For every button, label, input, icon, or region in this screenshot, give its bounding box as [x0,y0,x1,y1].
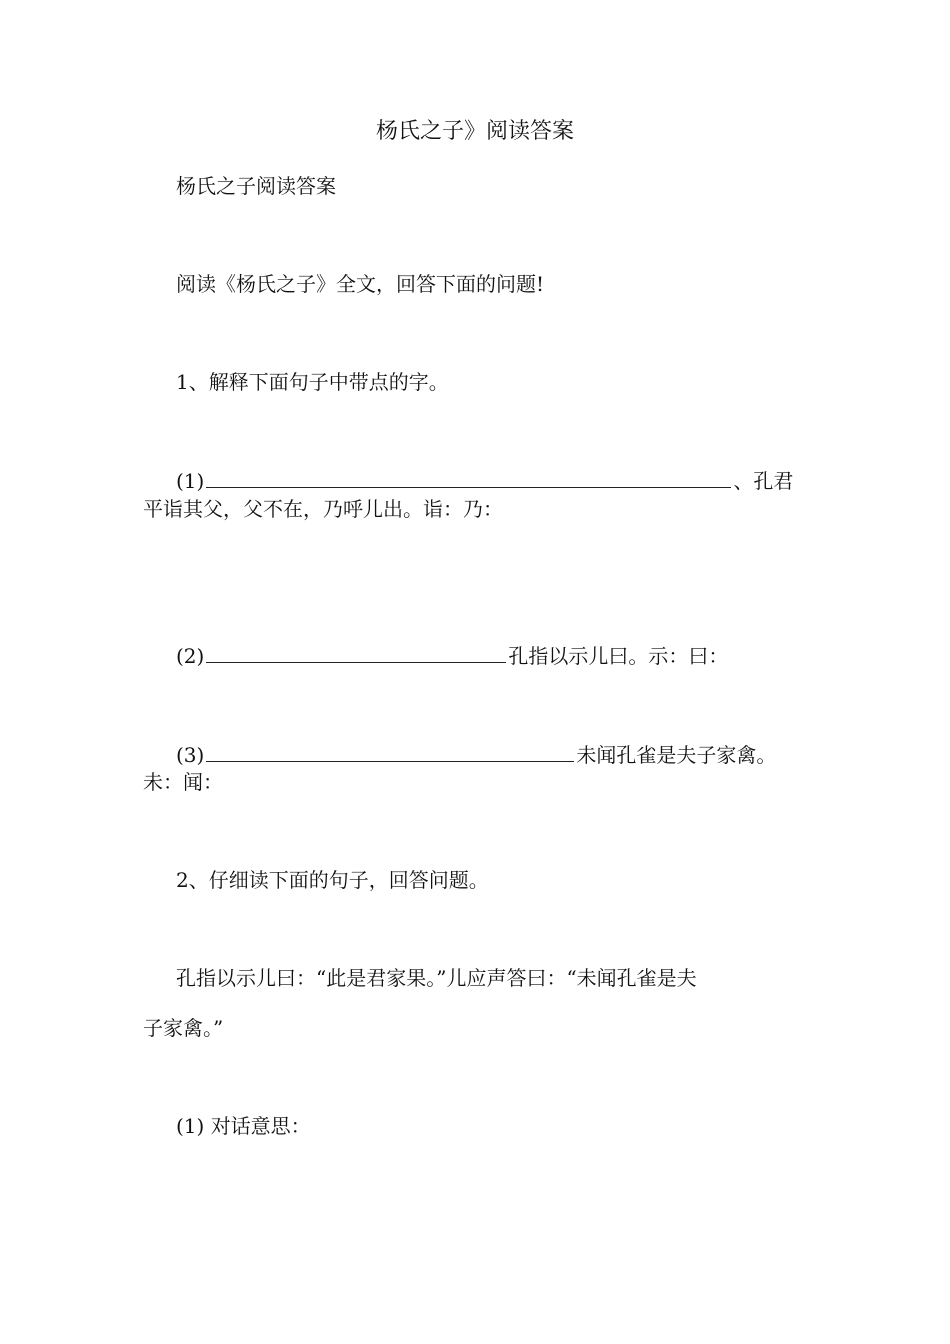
question-1-heading: 1、解释下面句子中带点的字。 [176,370,449,394]
item-number: (2) [176,644,205,668]
question-1-item-1 [143,467,841,495]
item-text: 孔指以示儿曰。示：曰： [508,644,729,668]
item-text: 未闻孔雀是夫子家禽。 [576,743,777,767]
question-1-item-3 [143,741,841,769]
item-number: (1) [176,469,205,493]
answer-blank [206,741,574,762]
item-number: (3) [176,743,205,767]
question-1-item-2 [143,642,841,670]
document-subtitle: 杨氏之子阅读答案 [176,174,336,198]
intro-instruction: 阅读《杨氏之子》全文，回答下面的问题! [176,272,545,296]
answer-blank [206,467,731,488]
question-2-sub-1: (1) 对话意思： [176,1114,311,1138]
question-1-item-1-continuation: 平诣其父，父不在，乃呼儿出。诣：乃： [143,497,503,521]
question-1-item-3-continuation: 未：闻： [143,770,223,794]
item-text: 、孔君 [733,469,794,493]
document-title: 杨氏之子》阅读答案 [375,119,574,144]
question-2-heading: 2、仔细读下面的句子，回答问题。 [176,868,489,892]
question-2-passage-line-2: 子家禽。” [143,1016,224,1040]
question-2-passage-line-1: 孔指以示儿曰：“此是君家果。”儿应声答曰：“未闻孔雀是夫 [176,966,697,990]
answer-blank [206,642,506,663]
